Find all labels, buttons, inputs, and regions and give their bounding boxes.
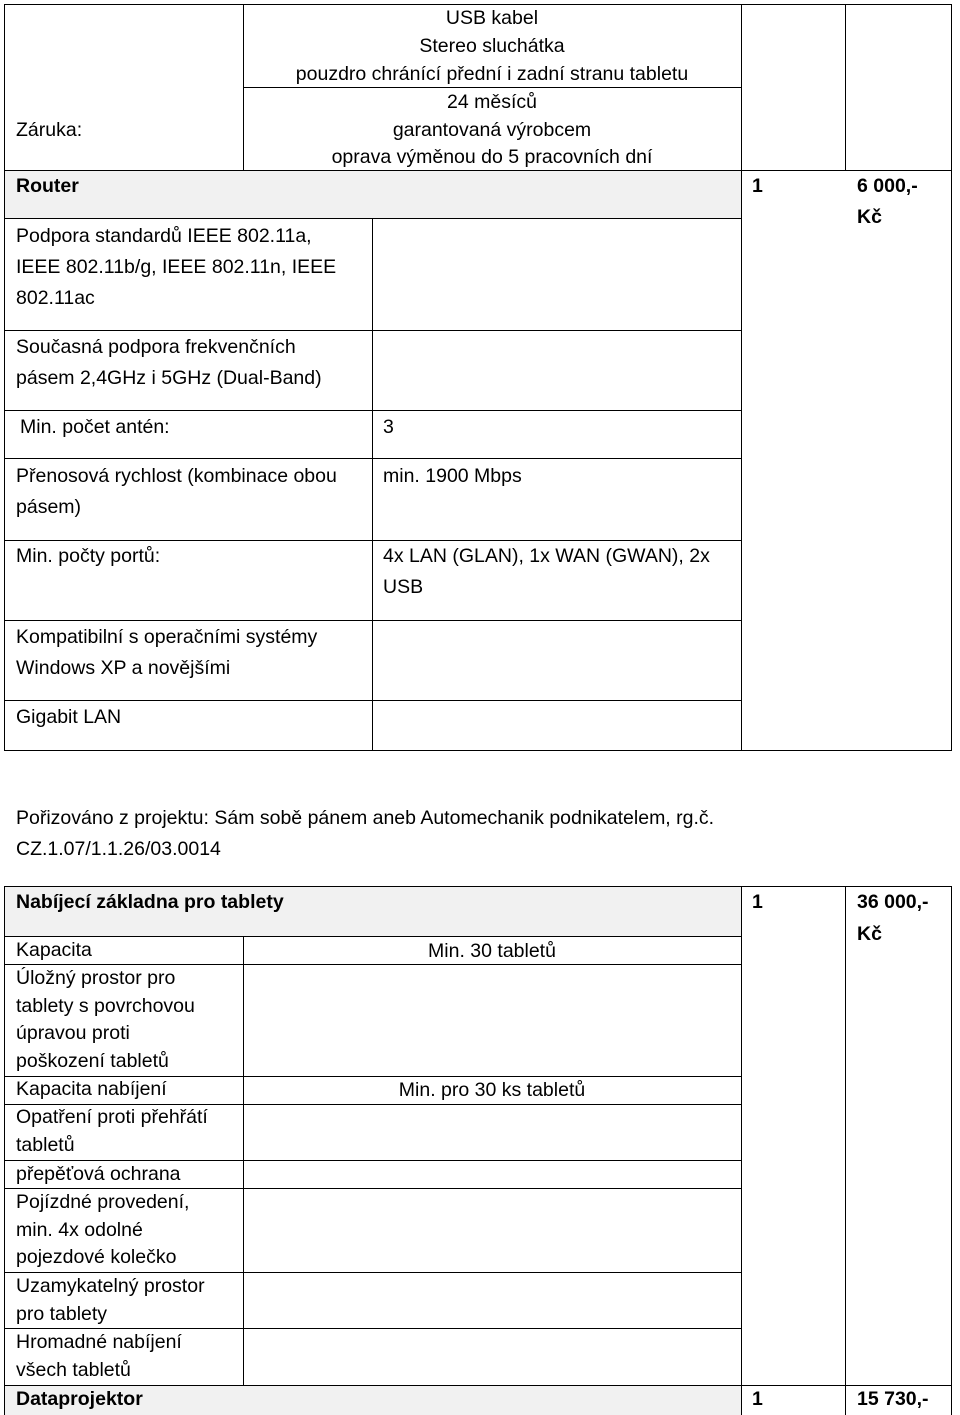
router-spec-value: 3 — [383, 416, 394, 438]
warranty-line: garantovaná výrobcem — [392, 119, 592, 141]
charging-qty: 1 — [752, 891, 763, 913]
warranty-line: 24 měsíců — [447, 91, 537, 113]
accessory-line: pouzdro chránící přední i zadní stranu tabletu — [295, 63, 689, 85]
router-price: 6 000,- — [857, 175, 918, 197]
charging-spec-label: Opatření proti přehřátí tabletů — [16, 1106, 208, 1156]
project-note: Pořizováno z projektu: Sám sobě pánem aneb Automechanik podnikatelem, rg.č. CZ.1.07/1.1.26/03.0014 — [16, 807, 715, 860]
warranty-label: Záruka: — [16, 119, 83, 141]
charging-spec-label: Kapacita nabíjení — [16, 1078, 167, 1100]
projector-price: 15 730,- — [857, 1388, 929, 1410]
router-qty: 1 — [752, 175, 763, 197]
router-price-currency: Kč — [857, 206, 882, 228]
router-spec-label: Gigabit LAN — [16, 706, 122, 728]
router-spec-label: Současná podpora frekvenčních pásem 2,4GHz i 5GHz (Dual-Band) — [16, 336, 322, 389]
accessory-line: Stereo sluchátka — [419, 35, 565, 57]
charging-title: Nabíjecí základna pro tablety — [16, 891, 284, 913]
projector-title: Dataprojektor — [16, 1388, 143, 1410]
warranty-line: oprava výměnou do 5 pracovních dní — [331, 146, 653, 168]
charging-spec-label: Kapacita — [16, 939, 92, 961]
router-title: Router — [16, 175, 79, 197]
router-spec-value: min. 1900 Mbps — [383, 465, 522, 487]
charging-spec-label: Pojízdné provedení, min. 4x odolné pojezdové kolečko — [16, 1191, 190, 1268]
router-spec-label: Přenosová rychlost (kombinace obou pásem) — [16, 465, 337, 518]
router-spec-label: Min. počty portů: — [16, 545, 161, 567]
charging-price-currency: Kč — [857, 923, 882, 945]
charging-spec-label: Uzamykatelný prostor pro tablety — [16, 1275, 205, 1325]
charging-spec-value: Min. pro 30 ks tabletů — [398, 1079, 586, 1101]
charging-price: 36 000,- — [857, 891, 929, 913]
router-spec-label: Kompatibilní s operačními systémy Windows XP a novějšími — [16, 626, 318, 679]
charging-spec-label: Úložný prostor pro tablety s povrchovou úpravou proti poškození tabletů — [16, 967, 195, 1072]
projector-qty: 1 — [752, 1388, 763, 1410]
charging-spec-value: Min. 30 tabletů — [428, 940, 556, 962]
charging-spec-label: přepěťová ochrana — [16, 1163, 181, 1185]
router-spec-value: 4x LAN (GLAN), 1x WAN (GWAN), 2x USB — [383, 545, 710, 598]
accessory-line: USB kabel — [445, 7, 539, 29]
charging-spec-label: Hromadné nabíjení všech tabletů — [16, 1331, 182, 1381]
router-spec-label: Min. počet antén: — [20, 416, 170, 438]
router-spec-label: Podpora standardů IEEE 802.11a, IEEE 802.11b/g, IEEE 802.11n, IEEE 802.11ac — [16, 225, 337, 309]
